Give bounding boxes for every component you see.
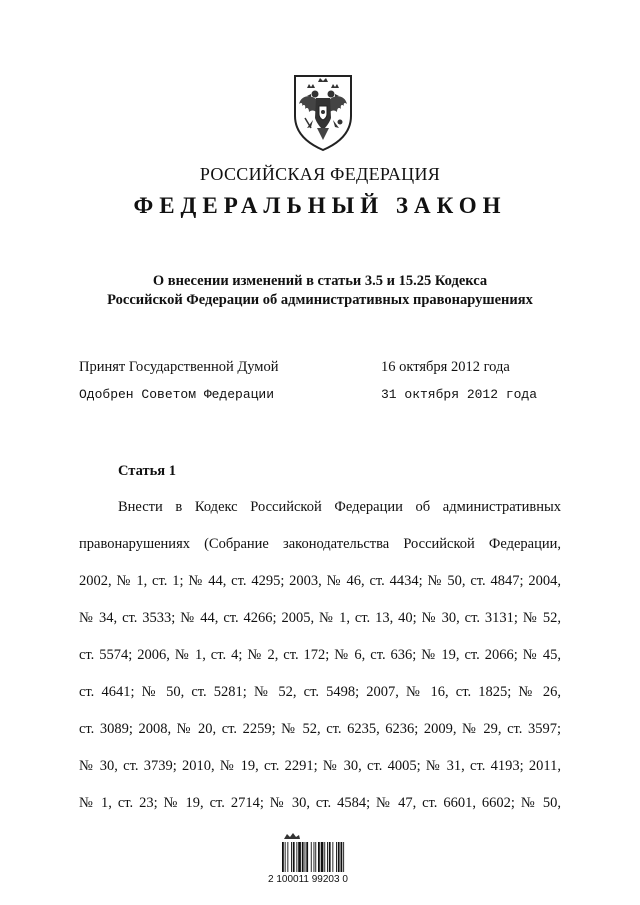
article-text-line: 2002, № 1, ст. 1; № 44, ст. 4295; 2003, № 46, ст. 4434; № 50, ст. 4847; 2004, [79,573,561,589]
law-subject-line: Российской Федерации об административных правонарушениях [107,292,533,308]
article-text-line: правонарушениях (Собрание законодательства Российской Федерации, [79,536,561,552]
approved-by-council-label: Одобрен Советом Федерации [79,387,275,402]
law-subject [0,272,640,310]
article-heading: Статья 1 [118,463,176,479]
article-text-line: № 1, ст. 23; № 19, ст. 2714; № 30, ст. 4584; № 47, ст. 6601, 6602; № 50, [79,795,561,811]
coat-of-arms-emblem-icon [289,72,357,152]
article-text-line: ст. 3089; 2008, № 20, ст. 2259; № 52, ст. 6235, 6236; 2009, № 29, ст. 3597; [79,721,561,737]
adopted-by-duma-label: Принят Государственной Думой [79,359,279,375]
document-type-title: ФЕДЕРАЛЬНЫЙ ЗАКОН [133,193,507,218]
article-text-line: Внести в Кодекс Российской Федерации об административных [118,499,561,515]
duma-mark-icon [283,832,301,840]
article-text-line: ст. 4641; № 50, ст. 5281; № 52, ст. 5498; 2007, № 16, ст. 1825; № 26, [79,684,561,700]
approved-by-council-date: 31 октября 2012 года [381,387,538,402]
adopted-by-duma-date: 16 октября 2012 года [381,359,510,375]
country-name: РОССИЙСКАЯ ФЕДЕРАЦИЯ [199,164,441,184]
barcode-icon [282,842,361,872]
article-text-line: № 34, ст. 3533; № 44, ст. 4266; 2005, № 1, ст. 13, 40; № 30, ст. 3131; № 52, [79,610,561,626]
article-text-line: ст. 5574; 2006, № 1, ст. 4; № 2, ст. 172; № 6, ст. 636; № 19, ст. 2066; № 45, [79,647,561,663]
law-subject-line: О внесении изменений в статьи 3.5 и 15.25 Кодекса [152,273,488,289]
barcode-number: 2 100011 99203 0 [268,874,348,885]
article-text-line: № 30, ст. 3739; 2010, № 19, ст. 2291; № 30, ст. 4005; № 31, ст. 4193; 2011, [79,758,561,774]
